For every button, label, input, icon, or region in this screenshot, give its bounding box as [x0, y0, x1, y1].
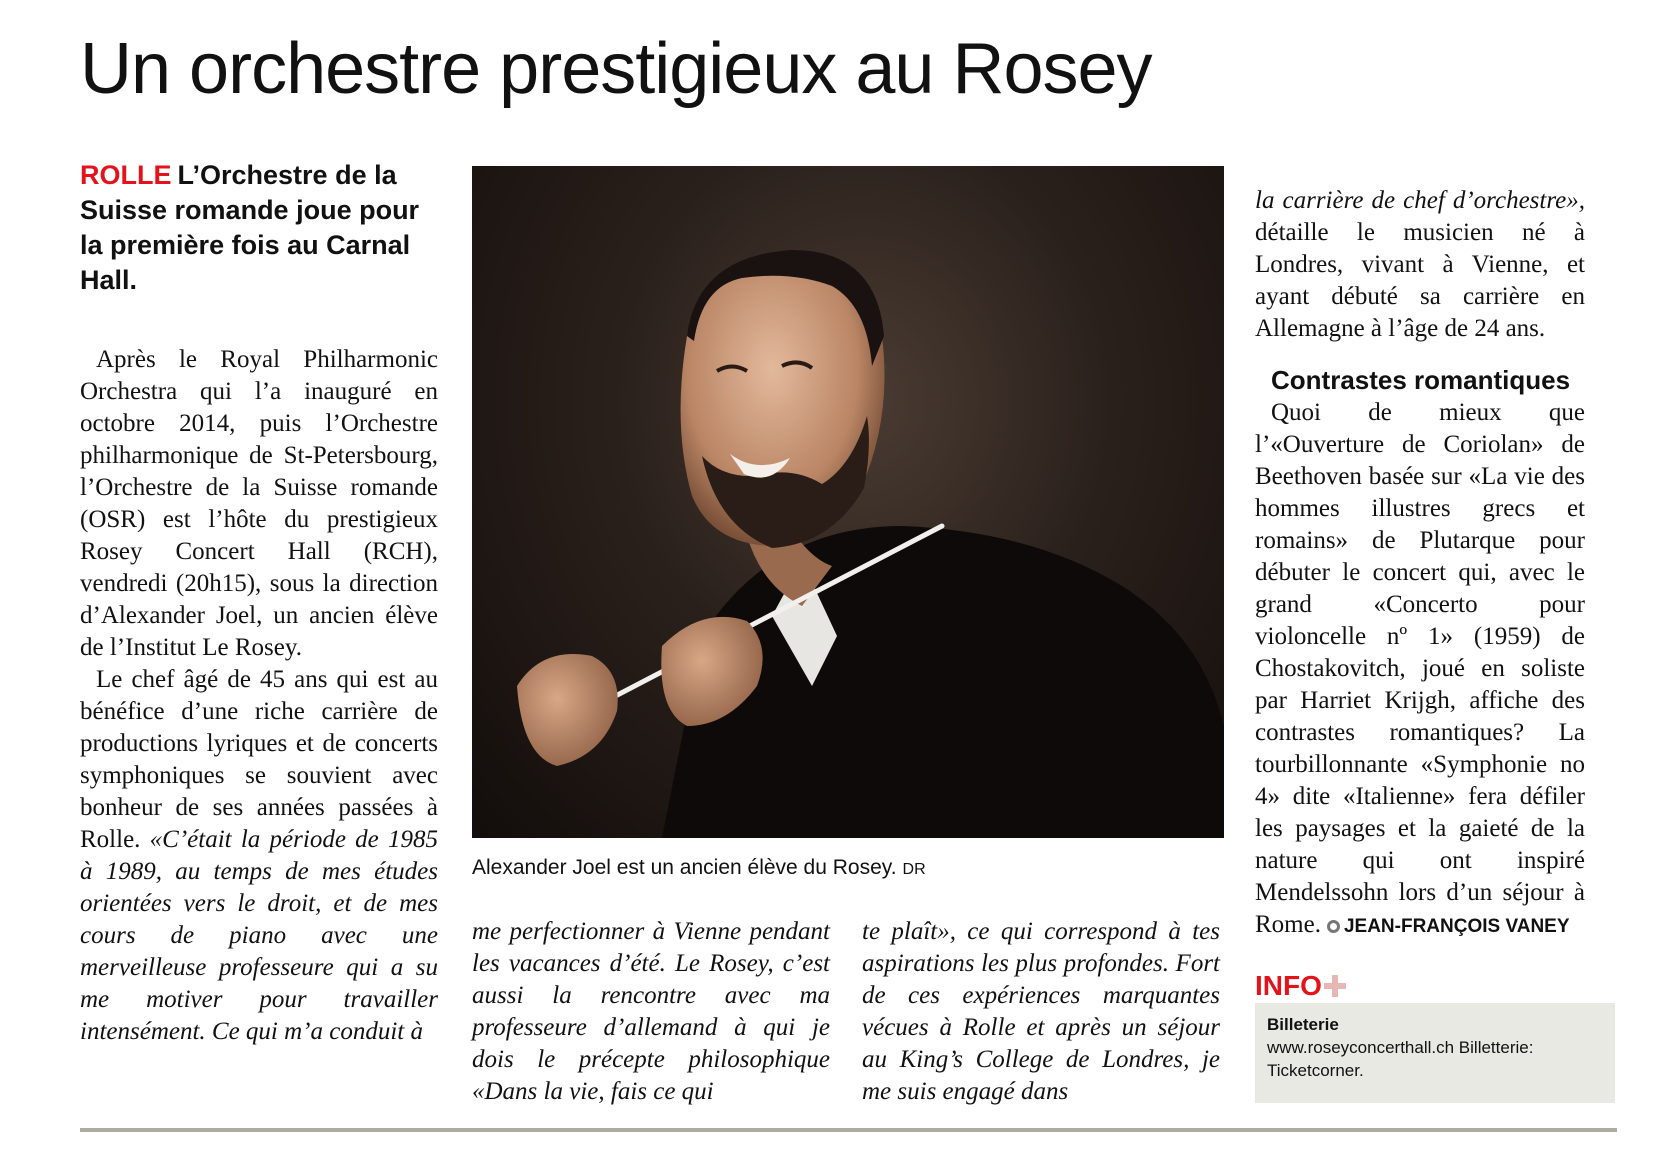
info-heading: Billeterie [1267, 1015, 1339, 1034]
column-1 [80, 344, 438, 1048]
column-4 [1255, 185, 1585, 943]
column-2-bottom: me perfectionner à Vienne pendant les vacances d’été. Le Rosey, c’est aussi la rencontre avec ma professeure d’allemand à qui je dois le précepte philosophique «Dans la vie, fais ce qui [472, 918, 830, 1105]
column-4-continued [1255, 185, 1585, 345]
photo-credit: DR [902, 861, 926, 878]
body-text: Quoi de mieux que l’«Ouverture de Coriolan» de Beethoven basée sur «La vie des hommes illustres grecs et romains» de Plutarque pour débuter le concert qui, avec le grand «Concerto pour violoncelle nº 1» (1959) de Chostakovitch, joué en soliste par Harriet Krijgh, affiche des contrastes romantiques? La tourbillonnante «Symphonie no 4» dite «Italienne» fera défiler les paysages et la gaieté de la nature qui ont inspiré Mendelssohn lors d’un séjour à Rome. [1255, 399, 1585, 938]
lead [80, 158, 440, 298]
quote-start: «C’était la période de 1985 à 1989, au temps de mes études orientées vers le droit, et de mes cours de piano avec une merveilleuse professeure qui a su me motiver pour travailler intensément. Ce qui m’a conduit à [80, 826, 439, 1045]
continued-text: détaille le musicien né à Londres, vivant à Vienne, et ayant débuté sa carrière en Allemagne à l’âge de 24 ans. [1255, 219, 1585, 342]
lead-text: L’Orchestre de la Suisse romande joue pour la première fois au Carnal Hall. [80, 160, 420, 295]
headline: Un orchestre prestigieux au Rosey [80, 29, 1152, 109]
byline: JEAN-FRANÇOIS VANEY [1343, 916, 1570, 937]
quote-end: la carrière de chef d’orchestre», [1255, 187, 1585, 214]
plus-icon [1324, 975, 1346, 997]
column-3-bottom: te plaît», ce qui correspond à tes aspirations les plus profondes. Fort de ces expériences marquantes vécues à Rolle et après un séjour au King’s College de Londres, je me suis engagé dans [862, 918, 1220, 1105]
paragraph-2-text: Le chef âgé de 45 ans qui est au bénéfice d’une riche carrière de productions lyriques et de concerts symphoniques se souvient avec bonheur de ses années passées à Rolle. [80, 666, 438, 853]
bottom-rule [80, 1128, 1617, 1132]
info-box [1255, 1003, 1615, 1103]
paragraph-1: Après le Royal Philharmonic Orchestra qui l’a inauguré en octobre 2014, puis l’Orchestre philharmonique de St-Petersbourg, l’Orchestre de la Suisse romande (OSR) est l’hôte du prestigieux Rosey Concert Hall (RCH), vendredi (20h15), sous la direction d’Alexander Joel, un ancien élève de l’Institut Le Rosey. [80, 346, 438, 661]
byline-circle-icon [1327, 920, 1340, 933]
conductor-illustration [472, 166, 1224, 838]
subhead: Contrastes romantiques [1271, 365, 1571, 395]
conductor-photo [472, 166, 1224, 838]
column-4-body [1255, 397, 1585, 943]
caption-text: Alexander Joel est un ancien élève du Rosey. [472, 856, 897, 879]
info-text[interactable]: www.roseyconcerthall.ch Billetterie: Ticketcorner. [1267, 1038, 1534, 1080]
info-title [1255, 970, 1346, 1002]
info-label: INFO [1255, 970, 1322, 1001]
kicker: ROLLE [80, 160, 172, 190]
photo-caption [472, 856, 926, 880]
paragraph-2 [80, 664, 438, 1048]
